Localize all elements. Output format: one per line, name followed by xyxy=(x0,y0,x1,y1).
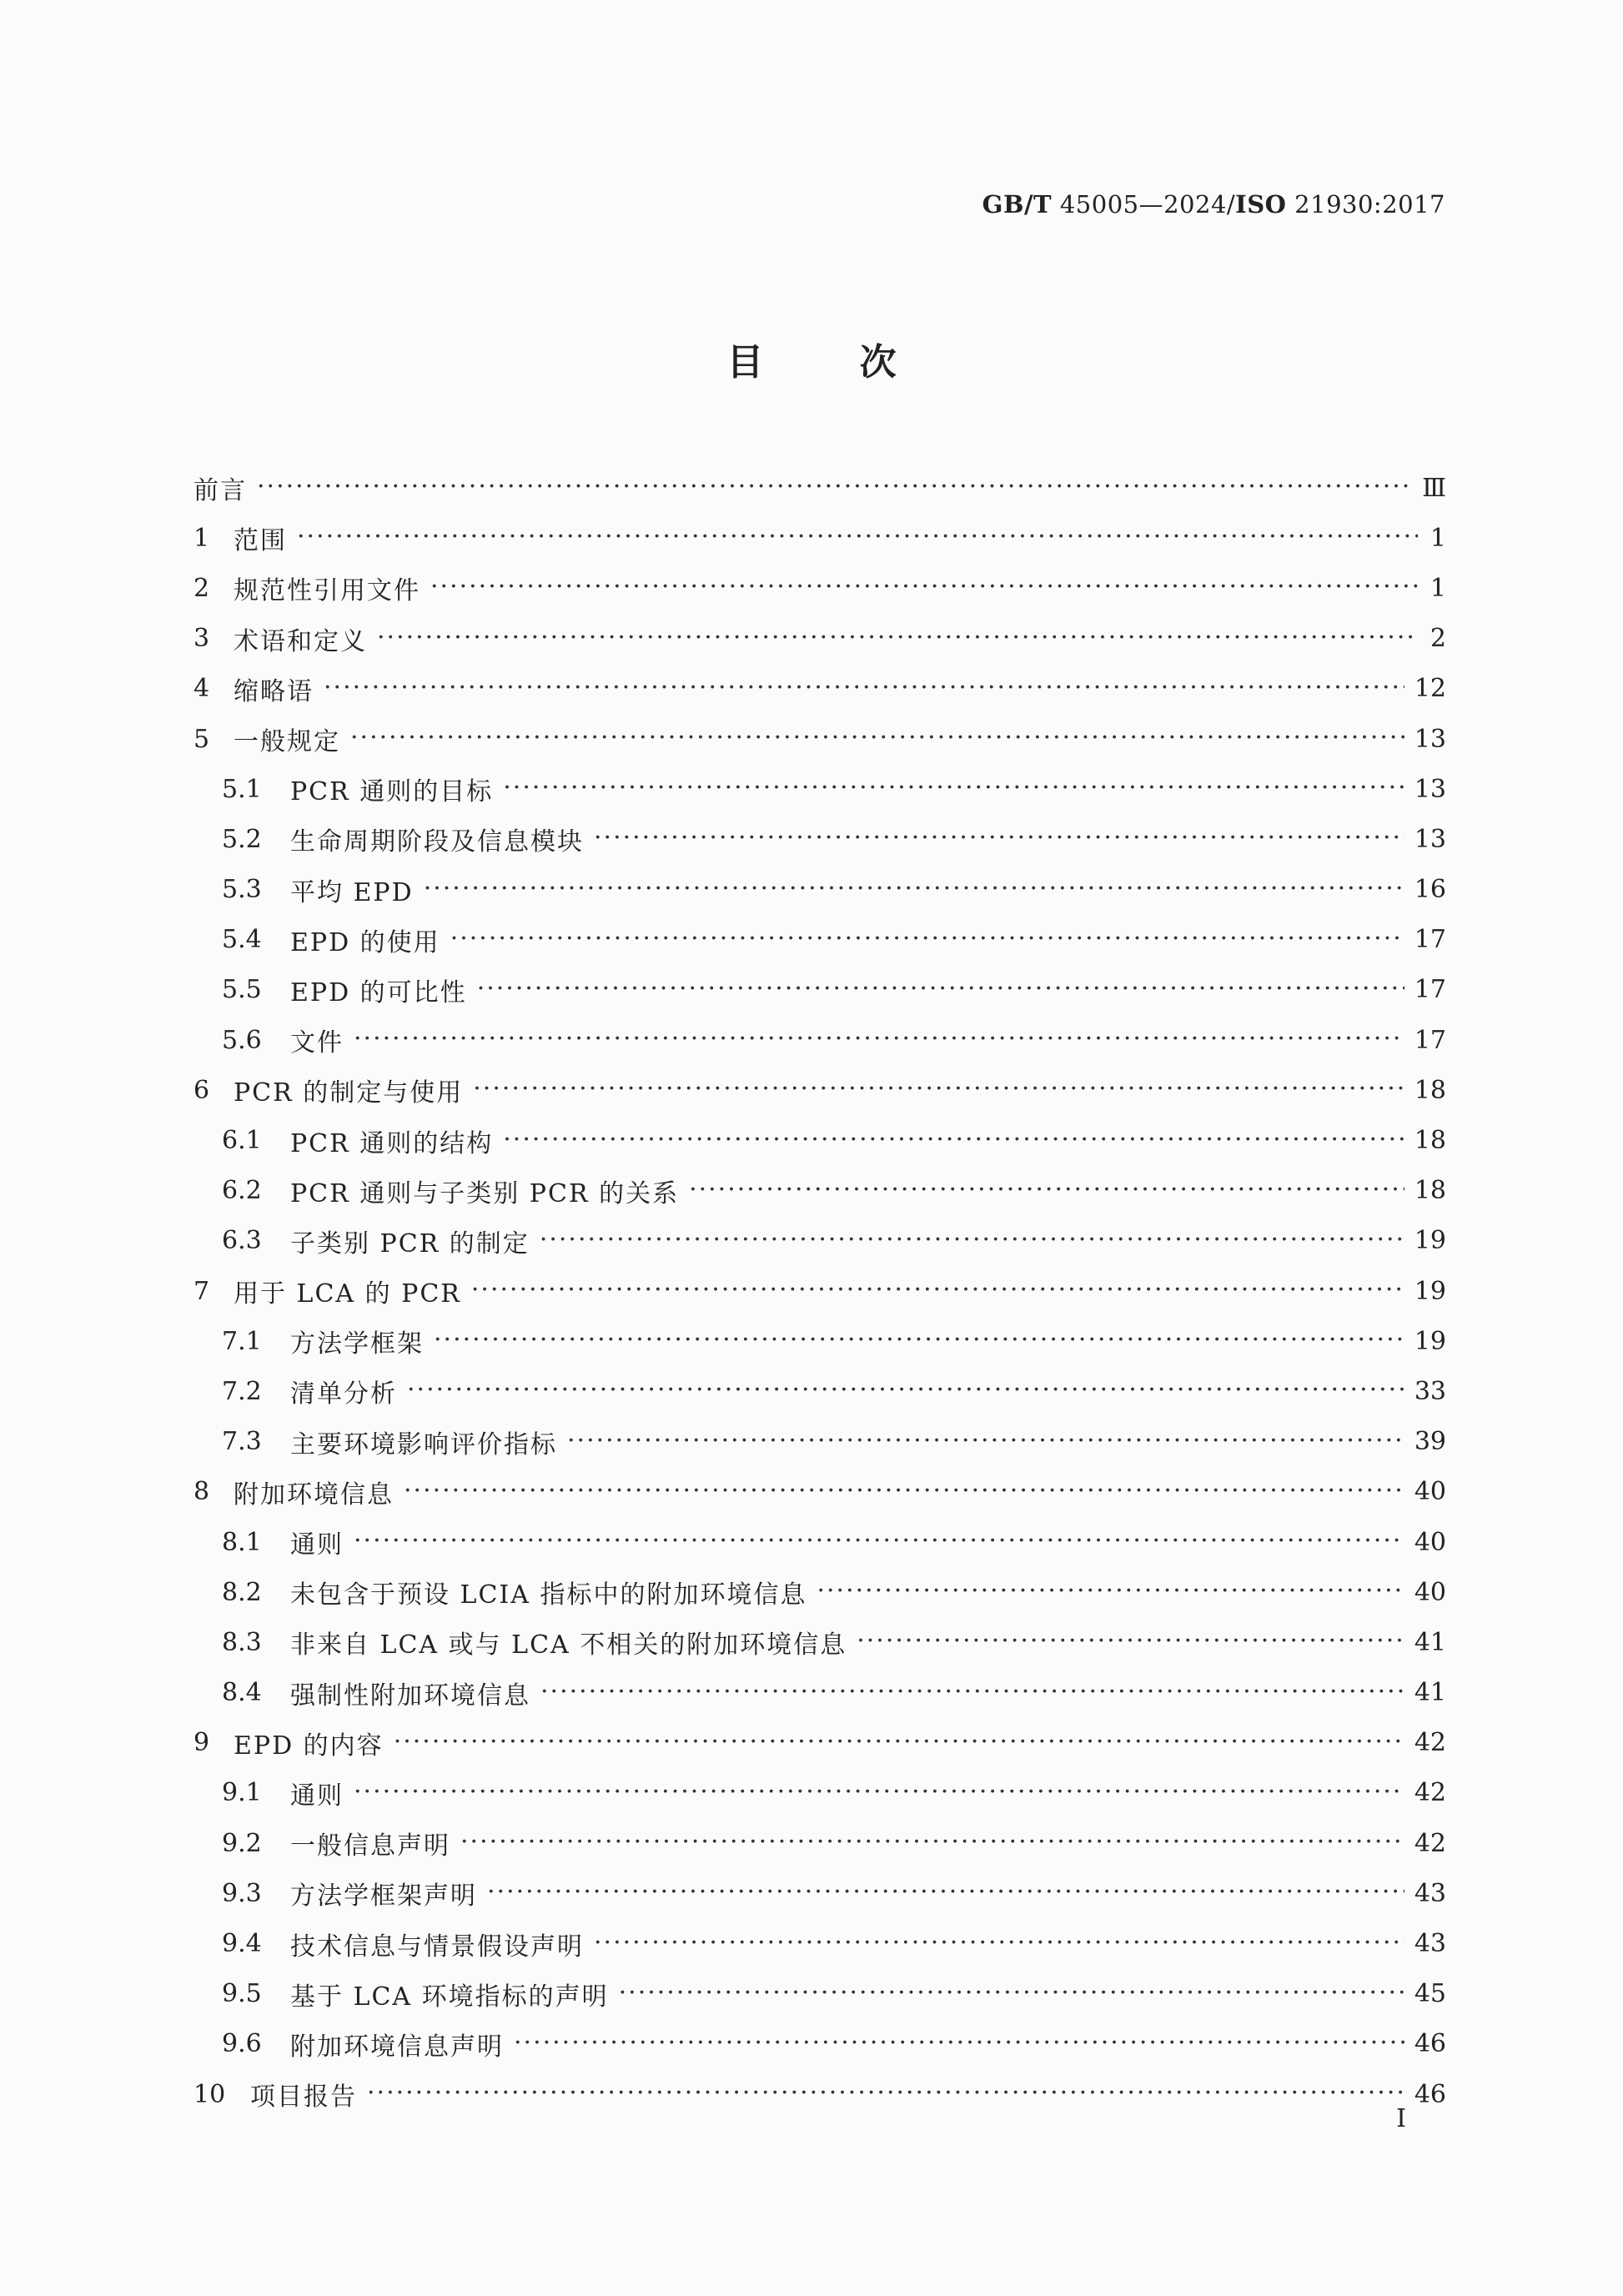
toc-entry[interactable] xyxy=(193,1316,1446,1366)
standard-prefix: GB/T xyxy=(982,190,1053,219)
iso-prefix: ISO xyxy=(1235,190,1287,219)
toc-entry-page: 19 xyxy=(1414,1326,1446,1356)
toc-entry-title: EPD 的内容 xyxy=(234,1731,384,1761)
toc-entry-number: 5.6 xyxy=(222,1025,262,1055)
toc-entry-page: 17 xyxy=(1414,975,1446,1005)
toc-entry-page: 42 xyxy=(1414,1778,1446,1808)
toc-entry-page: Ⅲ xyxy=(1422,473,1446,503)
toc-entry[interactable] xyxy=(193,1818,1446,1868)
toc-leader-dots xyxy=(324,676,1404,701)
toc-entry-page: 18 xyxy=(1414,1176,1446,1206)
toc-entry[interactable] xyxy=(193,1266,1446,1316)
toc-leader-dots xyxy=(350,726,1404,751)
toc-entry-number: 9.5 xyxy=(222,1979,262,2009)
toc-entry[interactable] xyxy=(193,1768,1446,1818)
toc-entry-page: 13 xyxy=(1414,774,1446,804)
toc-leader-dots xyxy=(354,1781,1404,1806)
toc-entry-title: 一般规定 xyxy=(234,727,340,757)
toc-entry[interactable] xyxy=(193,1065,1446,1115)
toc-leader-dots xyxy=(404,1480,1404,1505)
toc-leader-dots xyxy=(619,1982,1404,2007)
toc-entry-title: 强制性附加环境信息 xyxy=(290,1681,530,1711)
toc-entry-page: 46 xyxy=(1414,2029,1446,2059)
toc-entry-number: 5.3 xyxy=(222,875,262,905)
toc-entry[interactable] xyxy=(193,1216,1446,1266)
toc-entry-number: 5.4 xyxy=(222,925,262,955)
toc-leader-dots xyxy=(394,1731,1404,1756)
toc-entry-title: 缩略语 xyxy=(234,676,314,706)
toc-entry-number: 9 xyxy=(193,1728,210,1758)
toc-entry-title: EPD 的可比性 xyxy=(290,977,467,1007)
toc-entry-number: 8.2 xyxy=(222,1577,262,1607)
toc-entry-number: 2 xyxy=(193,573,210,603)
toc-entry-page: 46 xyxy=(1414,2079,1446,2109)
toc-entry-number: 9.1 xyxy=(222,1778,262,1808)
toc-entry[interactable] xyxy=(193,965,1446,1015)
toc-entry-title: 附加环境信息 xyxy=(234,1480,394,1510)
toc-entry-page: 45 xyxy=(1414,1979,1446,2009)
toc-leader-dots xyxy=(477,977,1404,1002)
toc-entry-number: 3 xyxy=(193,624,210,654)
toc-entry[interactable] xyxy=(193,664,1446,714)
toc-leader-dots xyxy=(450,927,1404,952)
toc-entry-title: 一般信息声明 xyxy=(290,1831,450,1861)
toc-entry[interactable] xyxy=(193,1918,1446,1968)
toc-entry-page: 13 xyxy=(1414,724,1446,754)
toc-entry-title: 范围 xyxy=(234,526,287,556)
toc-entry-page: 13 xyxy=(1414,824,1446,854)
toc-entry-title: 未包含于预设 LCIA 指标中的附加环境信息 xyxy=(290,1580,807,1610)
toc-leader-dots xyxy=(434,1329,1404,1354)
toc-entry-number: 8.3 xyxy=(222,1627,262,1657)
toc-leader-dots xyxy=(503,1128,1404,1153)
toc-entry[interactable] xyxy=(193,463,1446,513)
toc-entry-page: 40 xyxy=(1414,1477,1446,1507)
toc-entry[interactable] xyxy=(193,865,1446,915)
toc-entry-number: 9.4 xyxy=(222,1929,262,1959)
toc-entry-page: 19 xyxy=(1414,1276,1446,1306)
toc-entry[interactable] xyxy=(193,1115,1446,1165)
toc-entry-page: 1 xyxy=(1430,573,1446,603)
page-title: 目 次 xyxy=(726,341,938,384)
toc-entry[interactable] xyxy=(193,1417,1446,1467)
toc-entry-page: 18 xyxy=(1414,1126,1446,1156)
toc-entry[interactable] xyxy=(193,614,1446,664)
toc-entry-page: 19 xyxy=(1414,1226,1446,1256)
toc-leader-dots xyxy=(594,1932,1404,1957)
toc-entry[interactable] xyxy=(193,1868,1446,1918)
toc-entry-title: 方法学框架 xyxy=(290,1329,424,1359)
toc-entry-title: 通则 xyxy=(290,1530,344,1560)
toc-leader-dots xyxy=(473,1078,1404,1103)
toc-entry[interactable] xyxy=(193,2019,1446,2069)
toc-entry-number: 6.2 xyxy=(222,1176,262,1206)
document-standard-number xyxy=(982,190,1445,219)
toc-entry-number: 5.5 xyxy=(222,975,262,1005)
toc-entry-title: PCR 通则与子类别 PCR 的关系 xyxy=(290,1178,680,1208)
toc-entry-page: 2 xyxy=(1430,624,1446,654)
toc-leader-dots xyxy=(689,1178,1404,1203)
toc-entry-page: 42 xyxy=(1414,1828,1446,1858)
toc-entry-title: 清单分析 xyxy=(290,1379,397,1409)
toc-entry-page: 12 xyxy=(1414,674,1446,704)
toc-entry-title: 生命周期阶段及信息模块 xyxy=(290,827,584,857)
toc-entry-page: 18 xyxy=(1414,1075,1446,1105)
toc-entry-title: PCR 的制定与使用 xyxy=(234,1078,464,1108)
toc-entry-page: 1 xyxy=(1430,523,1446,553)
toc-leader-dots xyxy=(377,626,1418,651)
toc-entry-page: 43 xyxy=(1414,1878,1446,1908)
toc-entry[interactable] xyxy=(193,915,1446,965)
toc-leader-dots xyxy=(567,1429,1404,1454)
toc-entry[interactable] xyxy=(193,1166,1446,1216)
toc-entry-number: 8.1 xyxy=(222,1527,262,1557)
toc-entry-number: 6.3 xyxy=(222,1226,262,1256)
toc-entry-title: PCR 通则的结构 xyxy=(290,1128,494,1158)
toc-leader-dots xyxy=(257,475,1412,500)
toc-entry-title: 基于 LCA 环境指标的声明 xyxy=(290,1982,609,2012)
toc-entry-page: 42 xyxy=(1414,1728,1446,1758)
toc-entry-number: 6.1 xyxy=(222,1126,262,1156)
toc-leader-dots xyxy=(367,2082,1404,2107)
toc-entry[interactable] xyxy=(193,2069,1446,2119)
toc-entry[interactable] xyxy=(193,1015,1446,1065)
toc-entry-number: 7.1 xyxy=(222,1326,262,1356)
toc-entry-number: 7.3 xyxy=(222,1427,262,1457)
toc-entry-title: EPD 的使用 xyxy=(290,927,440,957)
toc-entry-number: 4 xyxy=(193,674,210,704)
toc-entry[interactable] xyxy=(193,814,1446,864)
toc-entry-number: 7 xyxy=(193,1276,210,1306)
toc-leader-dots xyxy=(424,877,1404,902)
toc-leader-dots xyxy=(354,1027,1404,1053)
toc-entry-page: 17 xyxy=(1414,925,1446,955)
toc-leader-dots xyxy=(817,1580,1404,1605)
toc-entry-title: 通则 xyxy=(290,1781,344,1811)
toc-entry-number: 5.2 xyxy=(222,824,262,854)
toc-leader-dots xyxy=(407,1379,1404,1404)
toc-entry-number: 7.2 xyxy=(222,1376,262,1406)
toc-entry-title: 附加环境信息声明 xyxy=(290,2032,504,2062)
toc-leader-dots xyxy=(540,1228,1404,1254)
toc-leader-dots xyxy=(430,575,1418,600)
toc-leader-dots xyxy=(460,1831,1404,1856)
toc-leader-dots xyxy=(297,525,1418,550)
toc-entry-title: 前言 xyxy=(193,476,247,506)
toc-entry-title: 文件 xyxy=(290,1028,344,1058)
toc-leader-dots xyxy=(514,2032,1404,2057)
toc-leader-dots xyxy=(487,1881,1404,1906)
toc-entry[interactable] xyxy=(193,714,1446,764)
toc-leader-dots xyxy=(594,826,1404,852)
toc-entry-number: 6 xyxy=(193,1075,210,1105)
toc-entry-title: 项目报告 xyxy=(250,2082,357,2113)
toc-entry-number: 5 xyxy=(193,724,210,754)
toc-entry-number: 8.4 xyxy=(222,1678,262,1708)
toc-leader-dots xyxy=(354,1530,1404,1555)
toc-entry-title: 术语和定义 xyxy=(234,626,367,656)
toc-entry-number: 10 xyxy=(193,2079,226,2109)
toc-entry-page: 40 xyxy=(1414,1527,1446,1557)
table-of-contents xyxy=(193,463,1446,2119)
toc-entry-title: 子类别 PCR 的制定 xyxy=(290,1228,530,1259)
toc-leader-dots xyxy=(857,1630,1404,1655)
toc-entry-number: 9.6 xyxy=(222,2029,262,2059)
toc-entry-number: 9.3 xyxy=(222,1878,262,1908)
toc-entry[interactable] xyxy=(193,1969,1446,2019)
toc-entry[interactable] xyxy=(193,1617,1446,1667)
page-number: I xyxy=(1396,2104,1406,2133)
toc-entry-title: 方法学框架声明 xyxy=(290,1882,477,1912)
toc-entry-page: 17 xyxy=(1414,1025,1446,1055)
toc-entry-title: 平均 EPD xyxy=(290,877,414,907)
toc-leader-dots xyxy=(471,1279,1404,1304)
toc-entry-title: PCR 通则的目标 xyxy=(290,777,494,807)
standard-code: 45005—2024/ xyxy=(1052,190,1236,219)
toc-leader-dots xyxy=(503,776,1404,801)
toc-entry[interactable] xyxy=(193,1567,1446,1617)
toc-entry-page: 39 xyxy=(1414,1427,1446,1457)
iso-code: 21930:2017 xyxy=(1286,190,1445,219)
toc-entry-number: 5.1 xyxy=(222,774,262,804)
toc-entry-title: 规范性引用文件 xyxy=(234,576,420,606)
toc-entry[interactable] xyxy=(193,1718,1446,1768)
toc-entry-title: 非来自 LCA 或与 LCA 不相关的附加环境信息 xyxy=(290,1630,847,1660)
toc-entry[interactable] xyxy=(193,1467,1446,1517)
toc-entry-page: 40 xyxy=(1414,1577,1446,1607)
toc-entry-number: 9.2 xyxy=(222,1828,262,1858)
toc-entry-number: 1 xyxy=(193,523,210,553)
toc-entry[interactable] xyxy=(193,1668,1446,1718)
toc-entry[interactable] xyxy=(193,1517,1446,1567)
toc-entry-title: 技术信息与情景假设声明 xyxy=(290,1932,584,1962)
toc-entry[interactable] xyxy=(193,513,1446,563)
toc-entry-page: 41 xyxy=(1414,1678,1446,1708)
toc-entry[interactable] xyxy=(193,563,1446,613)
toc-entry-page: 43 xyxy=(1414,1929,1446,1959)
toc-entry-number: 8 xyxy=(193,1477,210,1507)
toc-entry-page: 16 xyxy=(1414,875,1446,905)
toc-leader-dots xyxy=(540,1681,1404,1706)
toc-entry[interactable] xyxy=(193,1366,1446,1416)
toc-entry-title: 用于 LCA 的 PCR xyxy=(234,1279,461,1309)
toc-entry-page: 41 xyxy=(1414,1627,1446,1657)
toc-entry-title: 主要环境影响评价指标 xyxy=(290,1429,557,1459)
toc-entry[interactable] xyxy=(193,764,1446,814)
toc-entry-page: 33 xyxy=(1414,1376,1446,1406)
